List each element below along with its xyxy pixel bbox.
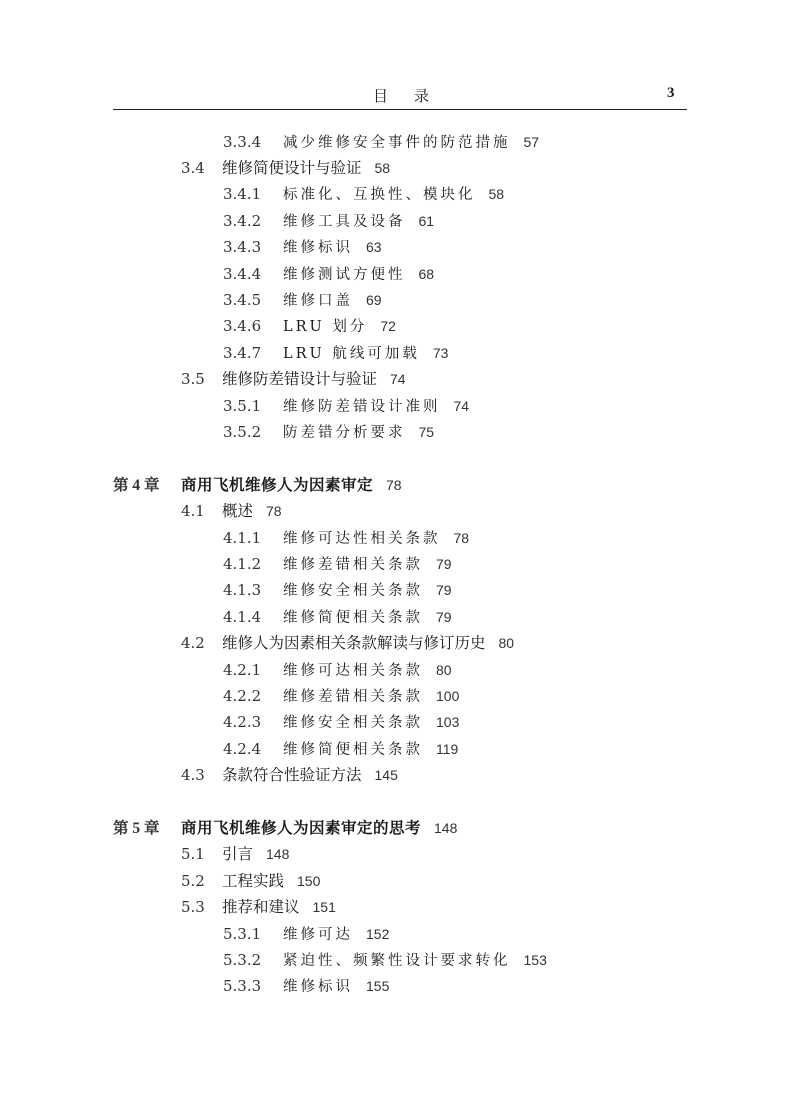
toc-entry-page: 61 bbox=[418, 213, 435, 229]
toc-subsection-entry[interactable] bbox=[223, 210, 434, 232]
toc-subsection-entry[interactable] bbox=[223, 738, 458, 760]
toc-entry-page: 150 bbox=[297, 873, 321, 889]
toc-subsection-entry[interactable] bbox=[223, 949, 547, 971]
toc-entry-page: 100 bbox=[436, 688, 460, 704]
toc-entry-title: 维修差错相关条款 bbox=[283, 557, 423, 573]
toc-entry-page: 148 bbox=[434, 820, 458, 836]
toc-entry-page: 79 bbox=[436, 556, 452, 572]
toc-entry-title: 维修简便设计与验证 bbox=[222, 159, 362, 177]
toc-entry-number: 第 4 章 bbox=[113, 477, 160, 494]
toc-entry-number: 4.2 bbox=[181, 634, 205, 652]
toc-entry-page: 73 bbox=[432, 345, 449, 361]
toc-section-entry[interactable] bbox=[181, 870, 320, 892]
toc-entry-page: 58 bbox=[374, 160, 391, 176]
toc-entry-page: 80 bbox=[436, 662, 452, 678]
toc-entry-page: 68 bbox=[418, 266, 435, 282]
toc-entry-number: 3.4.7 bbox=[223, 344, 262, 362]
toc-subsection-entry[interactable] bbox=[223, 685, 459, 707]
toc-subsection-entry[interactable] bbox=[223, 131, 539, 153]
page-number: 3 bbox=[667, 85, 675, 101]
toc-entry-number: 3.4.6 bbox=[223, 317, 262, 335]
toc-entry-number: 4.2.1 bbox=[223, 661, 262, 679]
toc-entry-title: 维修防差错设计准则 bbox=[283, 399, 441, 415]
toc-entry-title: 商用飞机维修人为因素审定 bbox=[181, 475, 374, 494]
toc-entry-page: 145 bbox=[374, 767, 398, 783]
toc-subsection-entry[interactable] bbox=[223, 659, 452, 681]
toc-chapter-entry[interactable] bbox=[113, 474, 402, 496]
toc-entry-title: 维修工具及设备 bbox=[283, 214, 406, 230]
toc-entry-number: 3.4.5 bbox=[223, 291, 262, 309]
toc-entry-number: 5.1 bbox=[181, 845, 205, 863]
toc-entry-number: 3.3.4 bbox=[223, 133, 262, 151]
toc-entry-title: 维修口盖 bbox=[283, 293, 353, 309]
toc-entry-page: 58 bbox=[488, 186, 505, 202]
toc-entry-page: 57 bbox=[523, 134, 540, 150]
toc-entry-page: 148 bbox=[266, 846, 290, 862]
toc-entry-number: 4.3 bbox=[181, 766, 205, 784]
toc-entry-page: 153 bbox=[523, 952, 547, 968]
toc-entry-title: 维修简便相关条款 bbox=[283, 610, 423, 626]
header-char-2: 录 bbox=[414, 87, 430, 105]
toc-entry-number: 3.5.2 bbox=[223, 423, 262, 441]
toc-entry-page: 69 bbox=[366, 292, 382, 308]
toc-entry-number: 3.4.3 bbox=[223, 238, 262, 256]
toc-entry-title: 条款符合性验证方法 bbox=[222, 766, 362, 784]
toc-section-entry[interactable] bbox=[181, 632, 514, 654]
header-rule bbox=[113, 109, 687, 110]
toc-entry-number: 5.3 bbox=[181, 898, 205, 916]
toc-entry-number: 4.2.3 bbox=[223, 713, 262, 731]
toc-subsection-entry[interactable] bbox=[223, 421, 434, 443]
toc-subsection-entry[interactable] bbox=[223, 527, 469, 549]
toc-subsection-entry[interactable] bbox=[223, 606, 452, 628]
toc-subsection-entry[interactable] bbox=[223, 395, 469, 417]
toc-entry-title: 维修防差错设计与验证 bbox=[222, 370, 378, 388]
toc-subsection-entry[interactable] bbox=[223, 263, 434, 285]
toc-entry-title: 维修标识 bbox=[283, 240, 353, 256]
toc-entry-page: 119 bbox=[436, 741, 459, 757]
toc-entry-title: 概述 bbox=[222, 502, 254, 520]
toc-entry-title: 维修标识 bbox=[283, 979, 353, 995]
toc-entry-title: LRU 划分 bbox=[283, 319, 368, 335]
toc-entry-title: 标准化、互换性、模块化 bbox=[283, 187, 476, 203]
toc-section-entry[interactable] bbox=[181, 896, 336, 918]
toc-entry-page: 152 bbox=[366, 926, 390, 942]
toc-entry-number: 4.1.2 bbox=[223, 555, 262, 573]
toc-subsection-entry[interactable] bbox=[223, 553, 452, 575]
toc-entry-number: 3.4.4 bbox=[223, 265, 262, 283]
toc-entry-title: 防差错分析要求 bbox=[283, 425, 406, 441]
toc-subsection-entry[interactable] bbox=[223, 923, 389, 945]
toc-entry-page: 72 bbox=[380, 318, 396, 334]
toc-entry-title: 商用飞机维修人为因素审定的思考 bbox=[181, 818, 422, 837]
toc-section-entry[interactable] bbox=[181, 500, 282, 522]
toc-subsection-entry[interactable] bbox=[223, 711, 459, 733]
toc-subsection-entry[interactable] bbox=[223, 236, 382, 258]
toc-entry-number: 4.2.2 bbox=[223, 687, 262, 705]
toc-entry-title: 推荐和建议 bbox=[222, 898, 300, 916]
toc-entry-number: 5.3.1 bbox=[223, 925, 262, 943]
toc-entry-page: 63 bbox=[366, 239, 382, 255]
toc-subsection-entry[interactable] bbox=[223, 183, 504, 205]
toc-entry-page: 78 bbox=[386, 477, 402, 493]
toc-entry-page: 74 bbox=[453, 398, 470, 414]
toc-subsection-entry[interactable] bbox=[223, 315, 396, 337]
toc-entry-number: 5.3.3 bbox=[223, 977, 262, 995]
toc-entry-title: 维修可达性相关条款 bbox=[283, 531, 441, 547]
toc-entry-number: 3.5.1 bbox=[223, 397, 262, 415]
toc-entry-number: 3.4 bbox=[181, 159, 205, 177]
toc-entry-page: 151 bbox=[312, 899, 336, 915]
toc-subsection-entry[interactable] bbox=[223, 579, 452, 601]
toc-entry-title: 维修安全相关条款 bbox=[283, 715, 423, 731]
toc-entry-title: 引言 bbox=[222, 845, 254, 863]
toc-entry-number: 5.3.2 bbox=[223, 951, 262, 969]
header-char-1: 目 bbox=[373, 87, 389, 105]
toc-entry-number: 4.1.1 bbox=[223, 529, 262, 547]
toc-entry-title: 减少维修安全事件的防范措施 bbox=[283, 135, 511, 151]
toc-entry-page: 74 bbox=[390, 371, 406, 387]
toc-entry-page: 155 bbox=[366, 978, 390, 994]
toc-entry-page: 79 bbox=[436, 582, 452, 598]
toc-entry-number: 4.2.4 bbox=[223, 740, 262, 758]
toc-section-entry[interactable] bbox=[181, 368, 406, 390]
toc-entry-title: 维修简便相关条款 bbox=[283, 742, 423, 758]
toc-subsection-entry[interactable] bbox=[223, 975, 389, 997]
toc-subsection-entry[interactable] bbox=[223, 289, 382, 311]
toc-entry-number: 3.5 bbox=[181, 370, 205, 388]
toc-entry-title: 维修安全相关条款 bbox=[283, 583, 423, 599]
toc-entry-number: 4.1.3 bbox=[223, 581, 262, 599]
toc-entry-title: 维修可达 bbox=[283, 927, 353, 943]
toc-entry-title: 维修人为因素相关条款解读与修订历史 bbox=[222, 634, 486, 652]
toc-entry-page: 75 bbox=[418, 424, 435, 440]
toc-entry-title: LRU 航线可加载 bbox=[283, 346, 420, 362]
toc-entry-title: 维修可达相关条款 bbox=[283, 663, 423, 679]
toc-entry-number: 5.2 bbox=[181, 872, 205, 890]
toc-entry-page: 78 bbox=[266, 503, 282, 519]
toc-entry-number: 4.1 bbox=[181, 502, 205, 520]
toc-entry-page: 78 bbox=[453, 530, 470, 546]
toc-entry-page: 80 bbox=[498, 635, 515, 651]
toc-entry-title: 维修测试方便性 bbox=[283, 267, 406, 283]
toc-entry-title: 工程实践 bbox=[222, 872, 285, 890]
toc-section-entry[interactable] bbox=[181, 157, 390, 179]
toc-section-entry[interactable] bbox=[181, 764, 398, 786]
toc-entry-number: 3.4.1 bbox=[223, 185, 262, 203]
toc-section-entry[interactable] bbox=[181, 843, 289, 865]
toc-subsection-entry[interactable] bbox=[223, 342, 448, 364]
toc-entry-number: 4.1.4 bbox=[223, 608, 262, 626]
toc-entry-title: 维修差错相关条款 bbox=[283, 689, 423, 705]
running-header-title bbox=[373, 85, 429, 106]
toc-entry-number: 3.4.2 bbox=[223, 212, 262, 230]
toc-entry-number: 第 5 章 bbox=[113, 820, 160, 837]
toc-entry-title: 紧迫性、频繁性设计要求转化 bbox=[283, 953, 511, 969]
toc-entry-page: 79 bbox=[436, 609, 452, 625]
toc-chapter-entry[interactable] bbox=[113, 817, 457, 839]
toc-entry-page: 103 bbox=[436, 714, 460, 730]
